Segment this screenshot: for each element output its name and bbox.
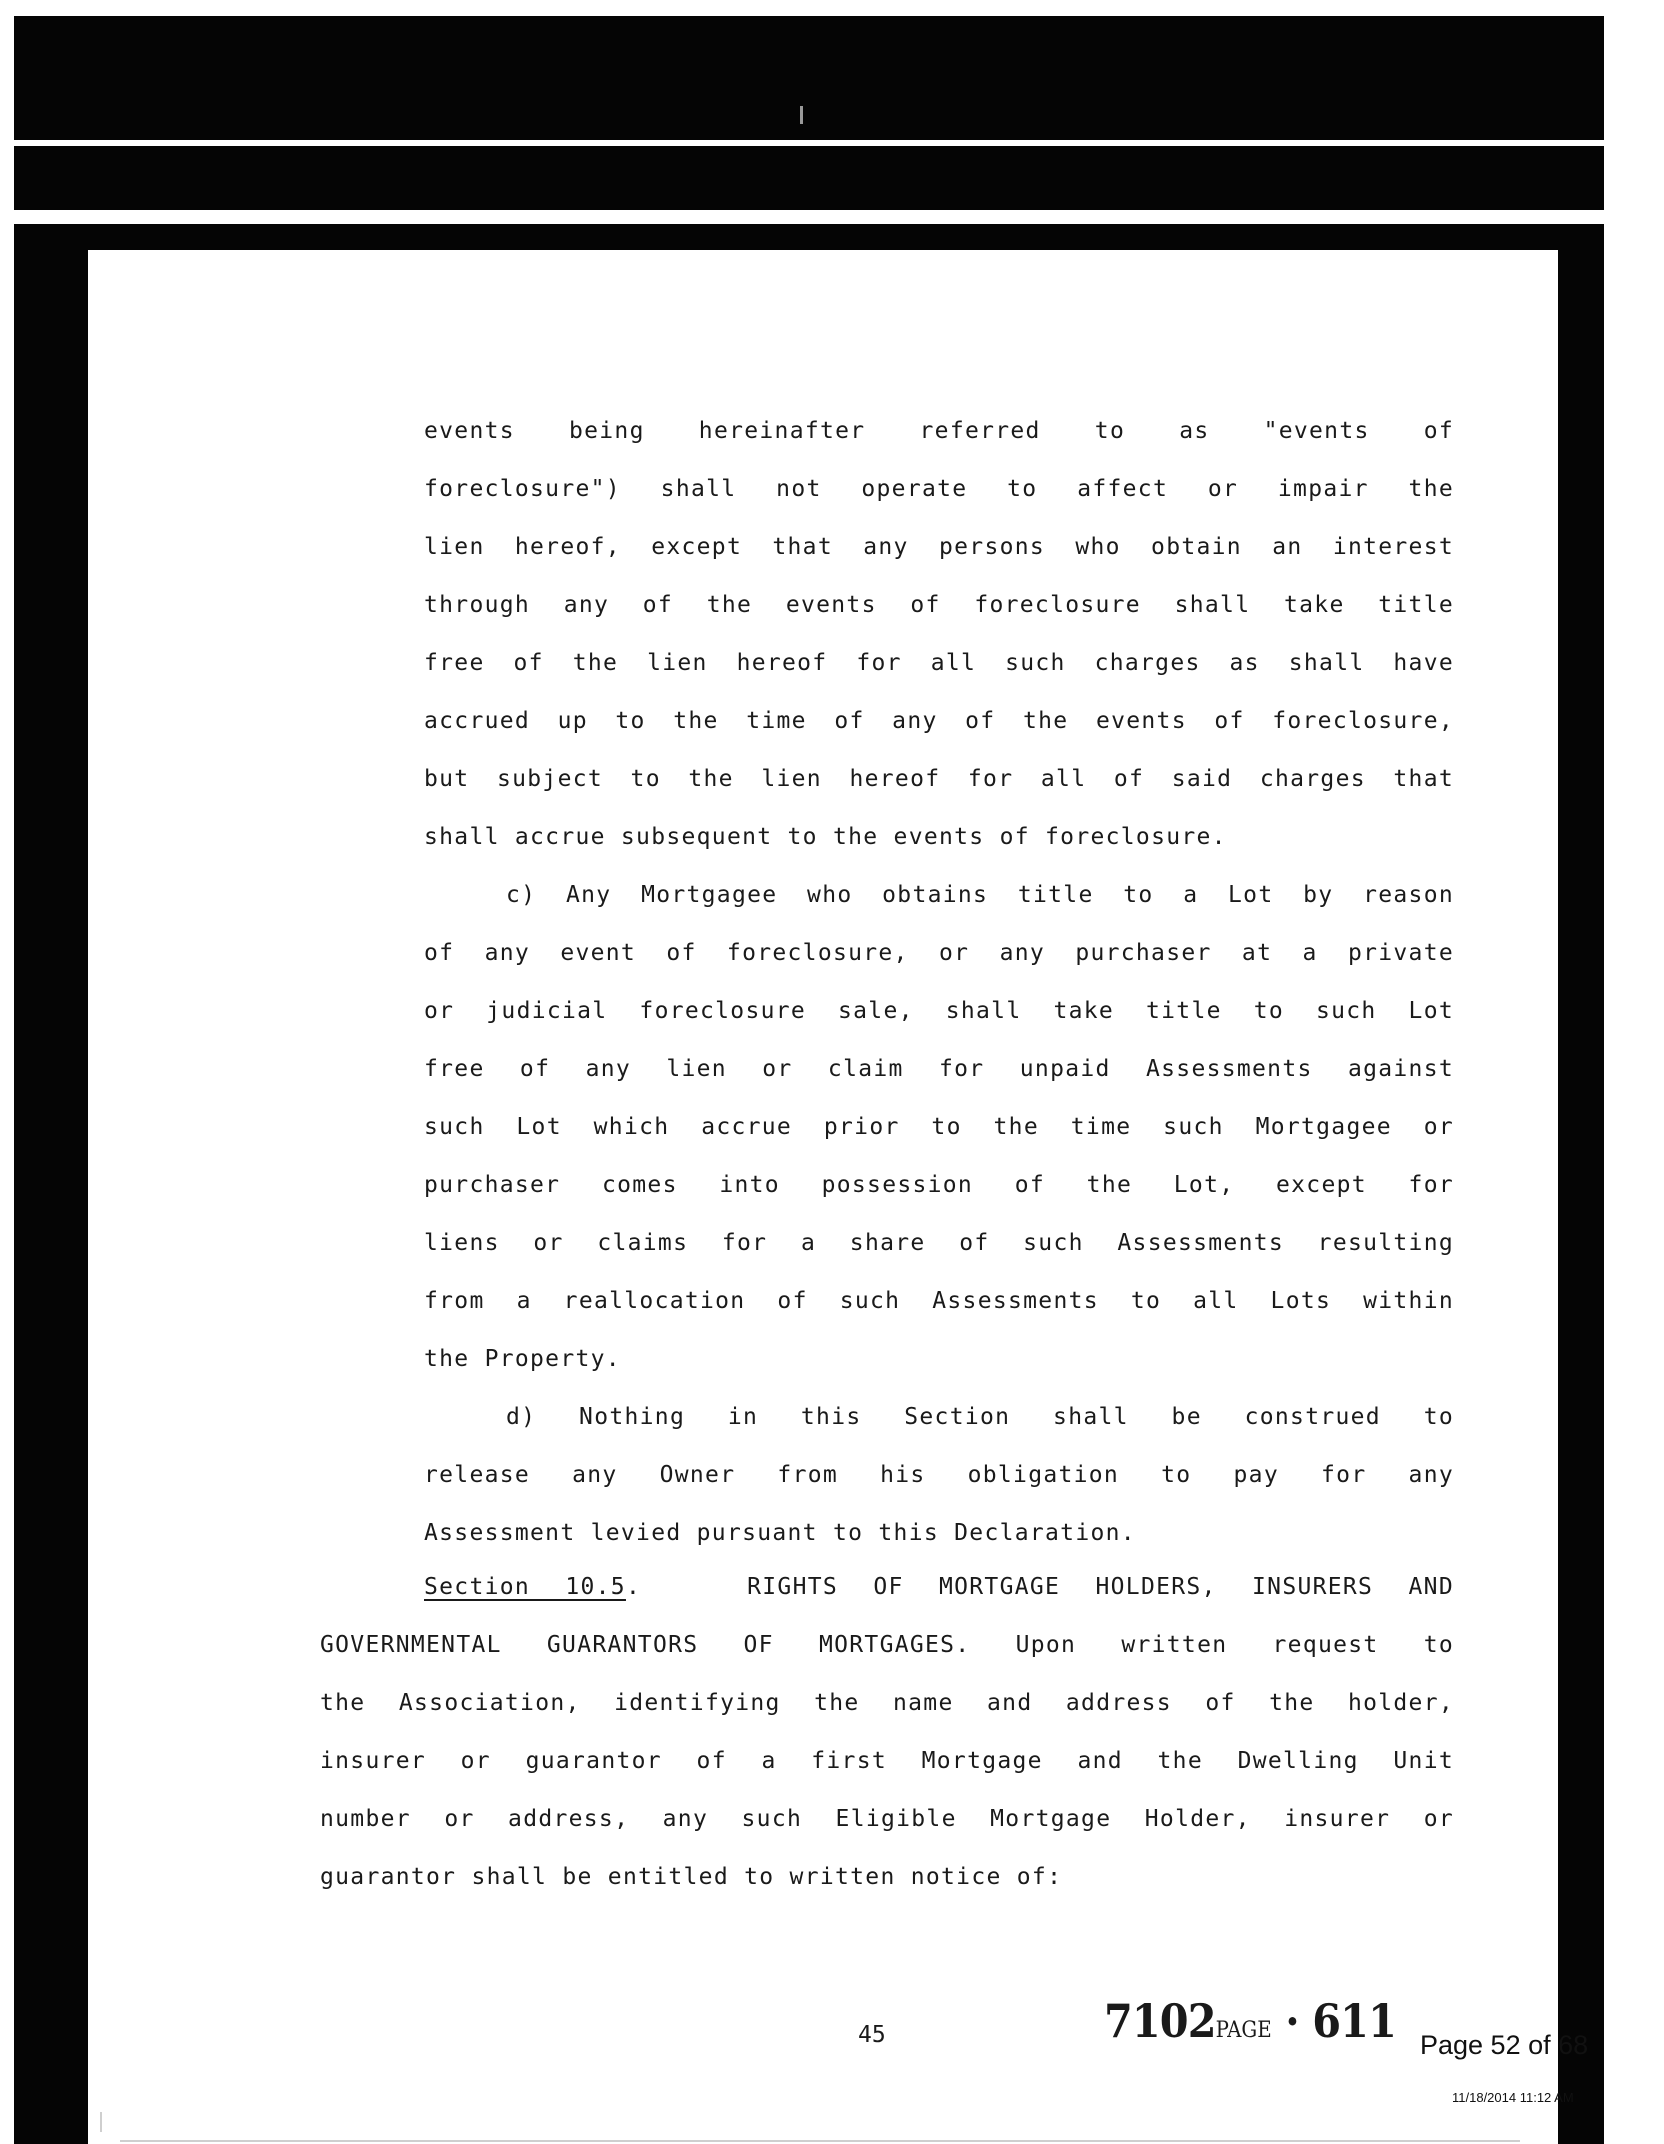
print-timestamp: 11/18/2014 11:12 AM — [1452, 2090, 1574, 2105]
section-line: GOVERNMENTAL GUARANTORS OF MORTGAGES. Upon written request to — [320, 1632, 1454, 1658]
section-title: RIGHTS OF MORTGAGE HOLDERS, INSURERS AND — [747, 1574, 1454, 1600]
body-line: through any of the events of foreclosure shall take title — [424, 592, 1454, 618]
body-line: accrued up to the time of any of the events of foreclosure, — [424, 708, 1454, 734]
section-line: guarantor shall be entitled to written notice of: — [320, 1864, 1063, 1890]
book-number: 7102 — [1104, 1994, 1216, 2048]
section-first-line — [320, 1558, 1454, 1616]
book-page-stamp: 7102PAGE · 611 — [1104, 1994, 1396, 2048]
scan-mark — [800, 106, 803, 124]
body-line: foreclosure") shall not operate to affect or impair the — [424, 476, 1454, 502]
scan-second-band — [14, 146, 1604, 210]
body-line: free of the lien hereof for all such charges as shall have — [424, 650, 1454, 676]
section-line: insurer or guarantor of a first Mortgage and the Dwelling Unit — [320, 1748, 1454, 1774]
paragraph-c-line: the Property. — [424, 1346, 621, 1372]
document-body — [424, 402, 1454, 1562]
paragraph-c-line: c) Any Mortgagee who obtains title to a Lot by reason — [506, 882, 1454, 908]
scan-top-band — [14, 16, 1604, 140]
body-line: shall accrue subsequent to the events of foreclosure. — [424, 824, 1227, 850]
page-counter: Page 52 of 68 — [1420, 2030, 1589, 2060]
section-line: number or address, any such Eligible Mortgage Holder, insurer or — [320, 1806, 1454, 1832]
body-line: but subject to the lien hereof for all of said charges that — [424, 766, 1454, 792]
book-page-number: 611 — [1312, 1994, 1396, 2048]
paragraph-c-line: from a reallocation of such Assessments to all Lots within — [424, 1288, 1454, 1314]
paragraph-d-line: release any Owner from his obligation to pay for any — [424, 1462, 1454, 1488]
section-10-5 — [320, 1558, 1454, 1906]
section-line: the Association, identifying the name and address of the holder, — [320, 1690, 1454, 1716]
paragraph-c-line: such Lot which accrue prior to the time such Mortgagee or — [424, 1114, 1454, 1140]
body-line: events being hereinafter referred to as "events of — [424, 418, 1454, 444]
book-page-label: PAGE — [1215, 2018, 1272, 2043]
body-line: lien hereof, except that any persons who obtain an interest — [424, 534, 1454, 560]
section-heading: Section 10.5 — [424, 1574, 626, 1600]
page-number: 45 — [858, 2022, 886, 2048]
paragraph-c-line: liens or claims for a share of such Assessments resulting — [424, 1230, 1454, 1256]
paragraph-d-line: d) Nothing in this Section shall be construed to — [506, 1404, 1454, 1430]
paragraph-c-line: free of any lien or claim for unpaid Assessments against — [424, 1056, 1454, 1082]
paragraph-c-line: or judicial foreclosure sale, shall take title to such Lot — [424, 998, 1454, 1024]
section-heading-period: . — [625, 1574, 642, 1600]
paragraph-c-line: of any event of foreclosure, or any purchaser at a private — [424, 940, 1454, 966]
scan-speck — [120, 2140, 1520, 2142]
paragraph-d-line: Assessment levied pursuant to this Declaration. — [424, 1520, 1136, 1546]
paragraph-c-line: purchaser comes into possession of the Lot, except for — [424, 1172, 1454, 1198]
scan-speck — [100, 2112, 102, 2132]
